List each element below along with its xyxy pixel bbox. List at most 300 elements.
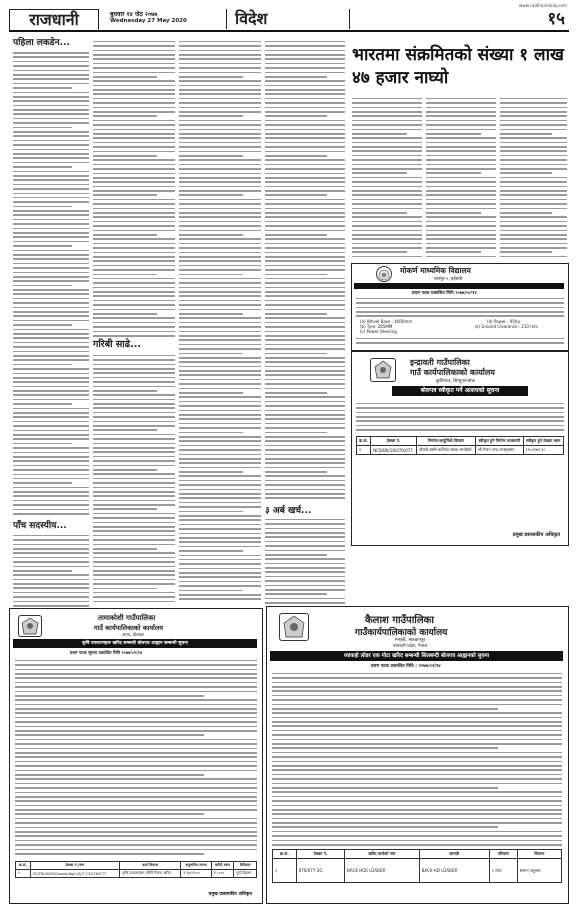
- text-line: [93, 274, 157, 276]
- text-line: [179, 392, 243, 394]
- text-line: [93, 142, 175, 144]
- text-line: [272, 840, 562, 842]
- text-line: [179, 449, 261, 451]
- text-line: [265, 418, 345, 420]
- text-line: [93, 129, 175, 131]
- text-line: [265, 212, 345, 214]
- text-line: [265, 146, 345, 148]
- text-line: [179, 502, 261, 504]
- text-line: [272, 783, 562, 785]
- text-line: [13, 184, 89, 186]
- text-line: [93, 225, 175, 227]
- text-line: [426, 221, 496, 223]
- text-line: [500, 155, 567, 157]
- text-line: [13, 596, 89, 598]
- text-line: [352, 212, 407, 214]
- table-header-cell: धरौटी रकम: [211, 862, 234, 870]
- text-line: [179, 374, 261, 376]
- text-line: [93, 326, 175, 328]
- text-line: [265, 291, 345, 293]
- text-line: [13, 351, 89, 353]
- text-line: [265, 129, 345, 131]
- text-line: [179, 546, 261, 548]
- text-line: [179, 238, 261, 240]
- spec-steering: (c) Power Steering: [360, 329, 397, 334]
- text-line: [179, 480, 261, 482]
- text-line: [93, 146, 175, 148]
- text-line: [265, 124, 345, 126]
- text-line: [93, 539, 175, 541]
- text-line: [272, 765, 562, 767]
- text-line: [15, 743, 257, 745]
- text-line: [500, 115, 567, 117]
- text-line: [93, 588, 157, 590]
- text-line: [93, 194, 157, 196]
- headline: भारतमा संक्रमितको संख्या १ लाख ४७ हजार नाघ्यो: [352, 45, 564, 88]
- table-header-cell: कार्य विवरण: [120, 862, 181, 870]
- article-title-1: पहिला लकडेन...: [13, 38, 70, 48]
- text-line: [500, 221, 567, 223]
- text-line: [93, 535, 175, 537]
- text-line: [93, 260, 175, 262]
- text-line: [179, 159, 261, 161]
- school-logo-icon: [376, 266, 392, 282]
- text-line: [179, 225, 261, 227]
- text-line: [265, 115, 327, 117]
- text-line: [426, 251, 481, 253]
- text-line: [93, 557, 175, 559]
- text-line: [93, 592, 175, 594]
- kailash-table: [272, 849, 562, 883]
- text-line: [13, 412, 89, 414]
- text-line: [93, 256, 175, 258]
- text-line: [265, 221, 345, 223]
- text-line: [93, 230, 175, 232]
- text-line: [179, 164, 261, 166]
- text-line: [265, 475, 345, 477]
- text-line: [265, 282, 345, 284]
- text-line: [272, 831, 562, 833]
- text-line: [265, 449, 345, 451]
- text-line: [179, 489, 261, 491]
- text-line: [15, 752, 257, 754]
- text-line: [179, 339, 261, 341]
- text-line: [179, 181, 261, 183]
- text-line: [13, 399, 89, 401]
- text-line: [93, 359, 175, 361]
- text-line: [179, 432, 243, 434]
- text-line: [179, 287, 261, 289]
- text-line: [265, 497, 345, 499]
- text-line: [265, 274, 327, 276]
- table-cell: 02/TRG/NCB/Goods/Agri./A/7.7/2076/077: [30, 870, 119, 878]
- text-line: [265, 585, 345, 587]
- tamakoshi-org: तामाकोशी गाउँपालिका: [98, 614, 156, 622]
- text-line: [265, 58, 345, 60]
- column-1: [13, 38, 89, 578]
- text-line: [179, 111, 261, 113]
- school-location: रतनपुर-१, महोत्तरी: [434, 276, 463, 281]
- text-line: [13, 157, 89, 159]
- school-specs: [360, 319, 560, 334]
- text-line: [272, 708, 498, 710]
- text-line: [179, 519, 261, 521]
- text-line: [265, 295, 345, 297]
- text-line: [265, 203, 345, 205]
- text-line: [179, 405, 261, 407]
- paper-name-box: [9, 9, 99, 31]
- text-line: [265, 567, 345, 569]
- text-line: [500, 216, 567, 218]
- tamakoshi-footer: प्रमुख प्रशासकीय अधिकृत: [208, 892, 252, 897]
- text-line: [272, 844, 562, 846]
- text-line: [15, 695, 204, 697]
- text-line: [93, 544, 175, 546]
- text-line: [13, 118, 89, 120]
- text-line: [93, 72, 175, 74]
- text-line: [13, 368, 89, 370]
- text-line: [15, 822, 257, 824]
- table-cell: BACK HO LOADER: [419, 859, 489, 883]
- indrawati-body: [356, 400, 564, 432]
- text-line: [179, 85, 261, 87]
- text-line: [179, 454, 261, 456]
- text-line: [272, 796, 562, 798]
- text-line: [265, 41, 345, 43]
- text-line: [179, 50, 261, 52]
- text-line: [265, 234, 327, 236]
- text-line: [272, 695, 562, 697]
- text-line: [179, 274, 243, 276]
- text-line: [15, 831, 257, 833]
- kailash-org: कैलाश गाउँपालिका: [365, 615, 434, 626]
- text-line: [265, 247, 345, 249]
- text-line: [500, 203, 567, 205]
- text-line: [93, 482, 175, 484]
- text-line: [500, 230, 567, 232]
- text-line: [179, 256, 261, 258]
- text-line: [13, 206, 72, 208]
- text-line: [13, 509, 89, 511]
- text-line: [179, 528, 261, 530]
- text-line: [352, 137, 422, 139]
- text-line: [93, 63, 175, 65]
- text-line: [13, 592, 89, 594]
- text-line: [93, 517, 175, 519]
- text-line: [352, 194, 422, 196]
- text-line: [13, 469, 89, 471]
- text-line: [13, 438, 89, 440]
- text-line: [179, 467, 261, 469]
- text-line: [426, 146, 496, 148]
- text-line: [272, 721, 562, 723]
- text-line: [93, 181, 175, 183]
- text-line: [426, 238, 496, 240]
- text-line: [13, 276, 89, 278]
- text-line: [93, 399, 175, 401]
- text-line: [93, 137, 175, 139]
- text-line: [13, 574, 89, 576]
- text-line: [426, 133, 481, 135]
- text-line: [93, 221, 175, 223]
- text-line: [352, 216, 422, 218]
- text-line: [93, 331, 175, 333]
- text-line: [179, 331, 261, 333]
- text-line: [13, 491, 89, 493]
- text-line: [13, 430, 89, 432]
- text-line: [265, 357, 345, 359]
- text-line: [265, 269, 345, 271]
- text-line: [272, 800, 562, 802]
- text-line: [13, 100, 89, 102]
- text-line: [265, 54, 345, 56]
- text-line: [13, 135, 89, 137]
- text-line: [179, 142, 261, 144]
- text-line: [265, 392, 327, 394]
- text-line: [13, 587, 89, 589]
- text-line: [265, 436, 345, 438]
- text-line: [93, 151, 175, 153]
- text-line: [13, 245, 72, 247]
- text-line: [265, 93, 345, 95]
- text-line: [15, 805, 257, 807]
- table-cell: १: [357, 446, 371, 455]
- text-line: [93, 98, 175, 100]
- text-line: [93, 596, 175, 598]
- article-title-2: गरिबी साढे...: [93, 339, 141, 350]
- text-line: [93, 190, 175, 192]
- text-line: [272, 778, 562, 780]
- text-line: [13, 188, 89, 190]
- column-2: [93, 38, 175, 338]
- kailash-table-header: [273, 850, 562, 859]
- text-line: [265, 72, 345, 74]
- text-line: [272, 774, 562, 776]
- text-line: [500, 164, 567, 166]
- text-line: [13, 482, 72, 484]
- text-line: [426, 216, 496, 218]
- text-line: [13, 364, 72, 366]
- text-line: [265, 348, 345, 350]
- school-notice-footer: [356, 335, 564, 347]
- text-line: [265, 440, 345, 442]
- text-line: [93, 282, 175, 284]
- text-line: [179, 177, 261, 179]
- text-line: [352, 120, 422, 122]
- paper-name: राजधानी: [29, 10, 79, 29]
- text-line: [265, 593, 327, 595]
- text-line: [93, 80, 175, 82]
- text-line: [93, 469, 157, 471]
- text-line: [93, 570, 175, 572]
- text-line: [500, 168, 567, 170]
- spec-wheelbase: (a) Wheel Base : 4000mm: [360, 319, 413, 324]
- table-header-cell: विवरण: [517, 850, 561, 859]
- text-line: [352, 102, 422, 104]
- text-line: [426, 164, 496, 166]
- section-title: विदेश: [235, 9, 268, 28]
- text-line: [93, 478, 175, 480]
- text-line: [93, 177, 175, 179]
- text-line: [352, 181, 422, 183]
- text-line: [272, 686, 562, 688]
- indrawati-office: गाउँ कार्यपालिकाको कार्यालय: [410, 368, 495, 377]
- text-line: [265, 383, 345, 385]
- text-line: [15, 704, 257, 706]
- text-line: [179, 317, 261, 319]
- table-cell: १९८४९७९.१८: [523, 446, 563, 455]
- text-line: [13, 329, 89, 331]
- text-line: [500, 190, 567, 192]
- text-line: [93, 447, 175, 449]
- text-line: [93, 216, 175, 218]
- text-line: [500, 159, 567, 161]
- text-line: [15, 748, 257, 750]
- text-line: [93, 278, 175, 280]
- article-subhead-4: ३ अर्ब खर्च...: [265, 506, 312, 516]
- text-line: [13, 78, 89, 80]
- ad-indrawati: [351, 351, 569, 546]
- text-line: [13, 289, 89, 291]
- text-line: [93, 291, 175, 293]
- text-line: [272, 682, 562, 684]
- text-line: [179, 370, 261, 372]
- tamakoshi-location: जगत, दोलखा: [122, 633, 144, 638]
- text-line: [93, 579, 175, 581]
- text-line: [272, 699, 562, 701]
- text-line: [179, 102, 261, 104]
- text-line: [93, 203, 175, 205]
- text-line: [265, 571, 345, 573]
- text-line: [93, 252, 175, 254]
- text-line: [15, 664, 257, 666]
- text-line: [179, 401, 261, 403]
- school-notice-date: प्रथम पटक प्रकाशित मिति २०७७/०२/१४: [412, 291, 477, 296]
- text-line: [352, 115, 422, 117]
- kailash-location: मनहरी, मकवानपुर: [395, 638, 426, 643]
- text-line: [272, 805, 562, 807]
- text-line: [179, 383, 261, 385]
- text-line: [179, 168, 261, 170]
- text-line: [426, 199, 496, 201]
- text-line: [179, 93, 261, 95]
- text-line: [13, 333, 89, 335]
- text-line: [426, 155, 496, 157]
- text-line: [179, 594, 261, 596]
- text-line: [352, 177, 422, 179]
- text-line: [265, 545, 345, 547]
- table-header-cell: अनुमानित लागत: [181, 862, 211, 870]
- text-line: [426, 142, 496, 144]
- text-line: [265, 563, 345, 565]
- text-line: [15, 770, 257, 772]
- text-line: [93, 429, 157, 431]
- indrawati-footer: प्रमुख प्रशासकीय अधिकृत: [512, 532, 560, 538]
- tamakoshi-body: [15, 657, 257, 857]
- text-line: [93, 247, 175, 249]
- text-line: [93, 295, 175, 297]
- text-line: [13, 149, 89, 151]
- table-header-cell: ठेक्का नं./नाम: [30, 862, 119, 870]
- text-line: [93, 504, 175, 506]
- text-line: [13, 561, 89, 563]
- text-line: [13, 535, 89, 537]
- text-line: [265, 300, 345, 302]
- text-line: [13, 346, 89, 348]
- text-line: [179, 366, 261, 368]
- text-line: [13, 293, 89, 295]
- text-line: [13, 193, 89, 195]
- text-line: [179, 541, 261, 543]
- text-line: [426, 247, 496, 249]
- text-line: [265, 523, 345, 525]
- text-line: [13, 171, 89, 173]
- table-header-cell: क्र.सं.: [273, 850, 297, 859]
- text-line: [356, 416, 564, 418]
- text-line: [179, 252, 261, 254]
- text-line: [13, 232, 89, 234]
- text-line: [15, 726, 257, 728]
- text-line: [15, 761, 257, 763]
- text-line: [93, 443, 175, 445]
- text-line: [265, 414, 345, 416]
- text-line: [13, 320, 89, 322]
- text-line: [93, 487, 175, 489]
- text-line: [179, 291, 261, 293]
- text-line: [265, 199, 345, 201]
- text-line: [426, 150, 496, 152]
- text-line: [93, 67, 175, 69]
- text-line: [265, 541, 345, 543]
- text-line: [15, 796, 257, 798]
- text-line: [272, 734, 562, 736]
- text-line: [179, 247, 261, 249]
- text-line: [265, 159, 345, 161]
- text-line: [265, 76, 327, 78]
- date-block: [110, 11, 220, 25]
- text-line: [93, 460, 175, 462]
- text-line: [179, 129, 261, 131]
- spec-power: (d) Power : 95hp: [486, 319, 520, 324]
- text-line: [265, 309, 345, 311]
- text-line: [13, 342, 89, 344]
- table-header-cell: ठेक्का नं.: [371, 437, 417, 446]
- text-line: [500, 181, 567, 183]
- text-line: [265, 45, 345, 47]
- table-row: [357, 446, 564, 455]
- text-line: [272, 690, 562, 692]
- text-line: [426, 168, 496, 170]
- text-line: [265, 576, 345, 578]
- table-header-cell: क्र.सं.: [16, 862, 31, 870]
- website-url[interactable]: www.rajdhanidaily.com: [518, 3, 567, 8]
- text-line: [13, 583, 89, 585]
- text-line: [265, 589, 345, 591]
- text-line: [93, 438, 175, 440]
- tamakoshi-notice-title: कृषि उपकरणहरू खरिद सम्बन्धी बोलपत्र आह्वान सम्बन्धी सूचना: [82, 641, 188, 646]
- text-line: [352, 98, 422, 100]
- page-number: १५: [547, 9, 565, 29]
- text-line: [13, 236, 89, 238]
- text-line: [15, 669, 257, 671]
- text-line: [15, 691, 257, 693]
- text-line: [93, 243, 175, 245]
- text-line: [15, 708, 257, 710]
- text-line: [93, 186, 175, 188]
- text-line: [265, 458, 345, 460]
- text-line: [356, 425, 564, 427]
- text-line: [265, 107, 345, 109]
